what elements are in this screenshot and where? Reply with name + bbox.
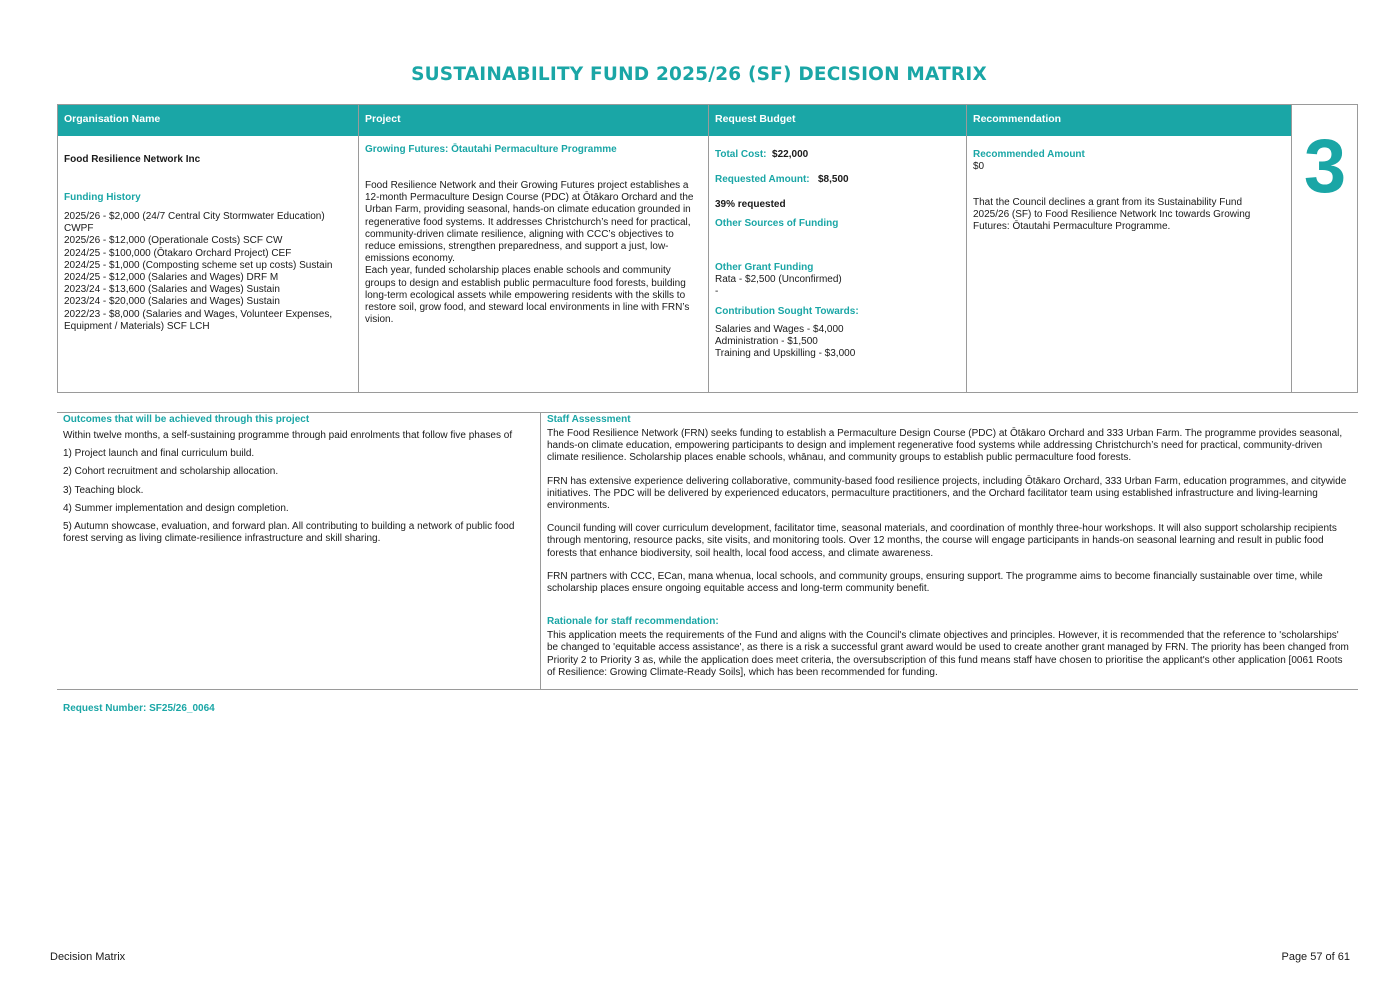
rationale-label: Rationale for staff recommendation:	[547, 616, 719, 628]
other-grant-list: Rata - $2,500 (Unconfirmed) -	[715, 274, 842, 298]
total-cost: Total Cost: $22,000	[715, 149, 809, 160]
page-title: SUSTAINABILITY FUND 2025/26 (SF) DECISION MATRIX	[411, 64, 987, 85]
footer-page-number: Page 57 of 61	[1281, 951, 1350, 963]
funding-history-item: 2022/23 - $8,000 (Salaries and Wages, Volunteer Expenses, Equipment / Materials) SCF LCH	[64, 308, 333, 332]
outcome-item: 4) Summer implementation and design completion.	[63, 502, 289, 514]
funding-history-item: 2024/25 - $100,000 (Ōtakaro Orchard Project) CEF	[64, 247, 292, 259]
project-column	[359, 105, 709, 392]
organisation-name: Food Resilience Network Inc	[64, 154, 201, 165]
other-grant-label: Other Grant Funding	[715, 262, 814, 273]
outcome-item: 5) Autumn showcase, evaluation, and forward plan. All contributing to building a network of public food forest serving as living climate-resilience infrastructure and skill sharing.	[63, 521, 515, 545]
assessment-paragraph: FRN has extensive experience delivering collaborative, community-based food resilience projects, including Ōtākaro Orchard, 333 Urban Farm, education programmes, and citywide initiatives. The PDC will be delivered by experienced educators, permaculture practitioners, and the Orchard facilitator team using established infrastructure and living-learning environments.	[547, 475, 1347, 512]
outcomes-panel	[57, 413, 541, 689]
organisation-column	[58, 105, 359, 392]
staff-assessment-label: Staff Assessment	[547, 414, 631, 425]
outcome-item: 3) Teaching block.	[63, 484, 144, 496]
priority-column	[1292, 105, 1358, 392]
funding-history-item: 2023/24 - $20,000 (Salaries and Wages) Sustain	[64, 296, 280, 308]
recommendation-header: Recommendation	[967, 105, 1291, 136]
funding-history-item: 2024/25 - $1,000 (Composting scheme set up costs) Sustain	[64, 259, 333, 271]
budget-column	[709, 105, 967, 392]
funding-history-item: 2024/25 - $12,000 (Salaries and Wages) DRF M	[64, 272, 279, 284]
project-description: Food Resilience Network and their Growing Futures project establishes a 12-month Permaculture Design Course (PDC) at Ōtākaro Orchard and the Urban Farm, providing seasonal, hands-on climate education grounded in regenerative food systems. It addresses Christchurch’s need for practical, community-driven climate resilience, aligning with CCC’s objectives to reduce emissions, strengthen preparedness, and support a just, low-emissions economy. Each year, funded scholarship places enable schools and community groups to design and establish public permaculture food forests, building long-term ecological assets while empowering residents with the skills to restore soil, grow food, and steward local environments in line with FRN’s vision.	[365, 180, 694, 326]
requested-amount: Requested Amount: $8,500	[715, 174, 849, 185]
request-number: Request Number: SF25/26_0064	[63, 703, 215, 714]
recommended-amount-label: Recommended Amount	[973, 149, 1085, 160]
recommended-amount: $0	[973, 161, 985, 172]
priority-number: 3	[1303, 124, 1347, 209]
assessment-paragraph: Council funding will cover curriculum development, facilitator time, seasonal materials, and coordination of monthly three-hour workshops. It will also support scholarship recipients through mentoring, resource packs, site visits, and monitoring tools. Over 12 months, the course will engage participants in hands-on seasonal learning and result in public food forests that enhance biodiversity, soil health, local food access, and climate awareness.	[547, 523, 1337, 559]
recommendation-text: That the Council declines a grant from its Sustainability Fund 2025/26 (SF) to Food Resilience Network Inc towards Growing Futures: Ōtautahi Permaculture Programme.	[973, 197, 1251, 233]
funding-history-item: 2025/26 - $2,000 (24/7 Central City Stormwater Education) CWPF	[64, 211, 325, 235]
assessment-section	[57, 412, 1358, 690]
project-header: Project	[359, 105, 708, 136]
assessment-paragraph: FRN partners with CCC, ECan, mana whenua, local schools, and community groups, ensuring support. The programme aims to become financially sustainable over time, while scholarship places ensure ongoing equitable access and long-term community benefit.	[547, 570, 1323, 595]
funding-history-label: Funding History	[64, 192, 141, 203]
footer-document-name: Decision Matrix	[50, 951, 126, 963]
organisation-header: Organisation Name	[58, 105, 358, 136]
other-sources-label: Other Sources of Funding	[715, 218, 839, 229]
outcome-item: 2) Cohort recruitment and scholarship allocation.	[63, 466, 279, 478]
decision-table	[57, 104, 1358, 393]
contribution-label: Contribution Sought Towards:	[715, 306, 859, 317]
rationale-text: This application meets the requirements of the Fund and aligns with the Council's climate objectives and principles. However, it is recommended that the reference to 'scholarships' be changed to 'equitable access assistance', as there is a risk a successful grant award would be used to create another grant managed by FRN. The priority has been changed from Priority 2 to Priority 3 as, while the application does meet criteria, the oversubscription of this fund means staff have chosen to prioritise the applicant's other application [0061 Roots of Resilience: Growing Climate-Ready Soils], which has been recommended for funding.	[547, 630, 1349, 678]
recommendation-column	[967, 105, 1292, 392]
project-name: Growing Futures: Ōtautahi Permaculture Programme	[365, 144, 617, 155]
funding-history-item: 2025/26 - $12,000 (Operationale Costs) SCF CW	[64, 235, 283, 247]
funding-history-item: 2023/24 - $13,600 (Salaries and Wages) Sustain	[64, 284, 280, 296]
assessment-paragraph: The Food Resilience Network (FRN) seeks funding to establish a Permaculture Design Course (PDC) at Ōtākaro Orchard and 333 Urban Farm. The programme provides seasonal, hands-on climate education, empowering participants to design and implement regenerative food systems while addressing Christchurch’s need for practical, community-driven climate resilience. Scholarship places enable schools, whānau, and community groups to establish public permaculture food forests.	[547, 428, 1343, 464]
outcomes-intro: Within twelve months, a self-sustaining programme through paid enrolments that follow five phases of	[63, 430, 513, 441]
budget-header: Request Budget	[709, 105, 966, 136]
outcome-item: 1) Project launch and final curriculum build.	[63, 448, 255, 460]
percent-requested: 39% requested	[715, 199, 786, 210]
contribution-list: Salaries and Wages - $4,000 Administration - $1,500 Training and Upskilling - $3,000	[715, 324, 856, 360]
staff-assessment-panel	[541, 413, 1358, 689]
outcomes-label: Outcomes that will be achieved through this project	[63, 414, 310, 425]
funding-history-list	[58, 211, 359, 333]
